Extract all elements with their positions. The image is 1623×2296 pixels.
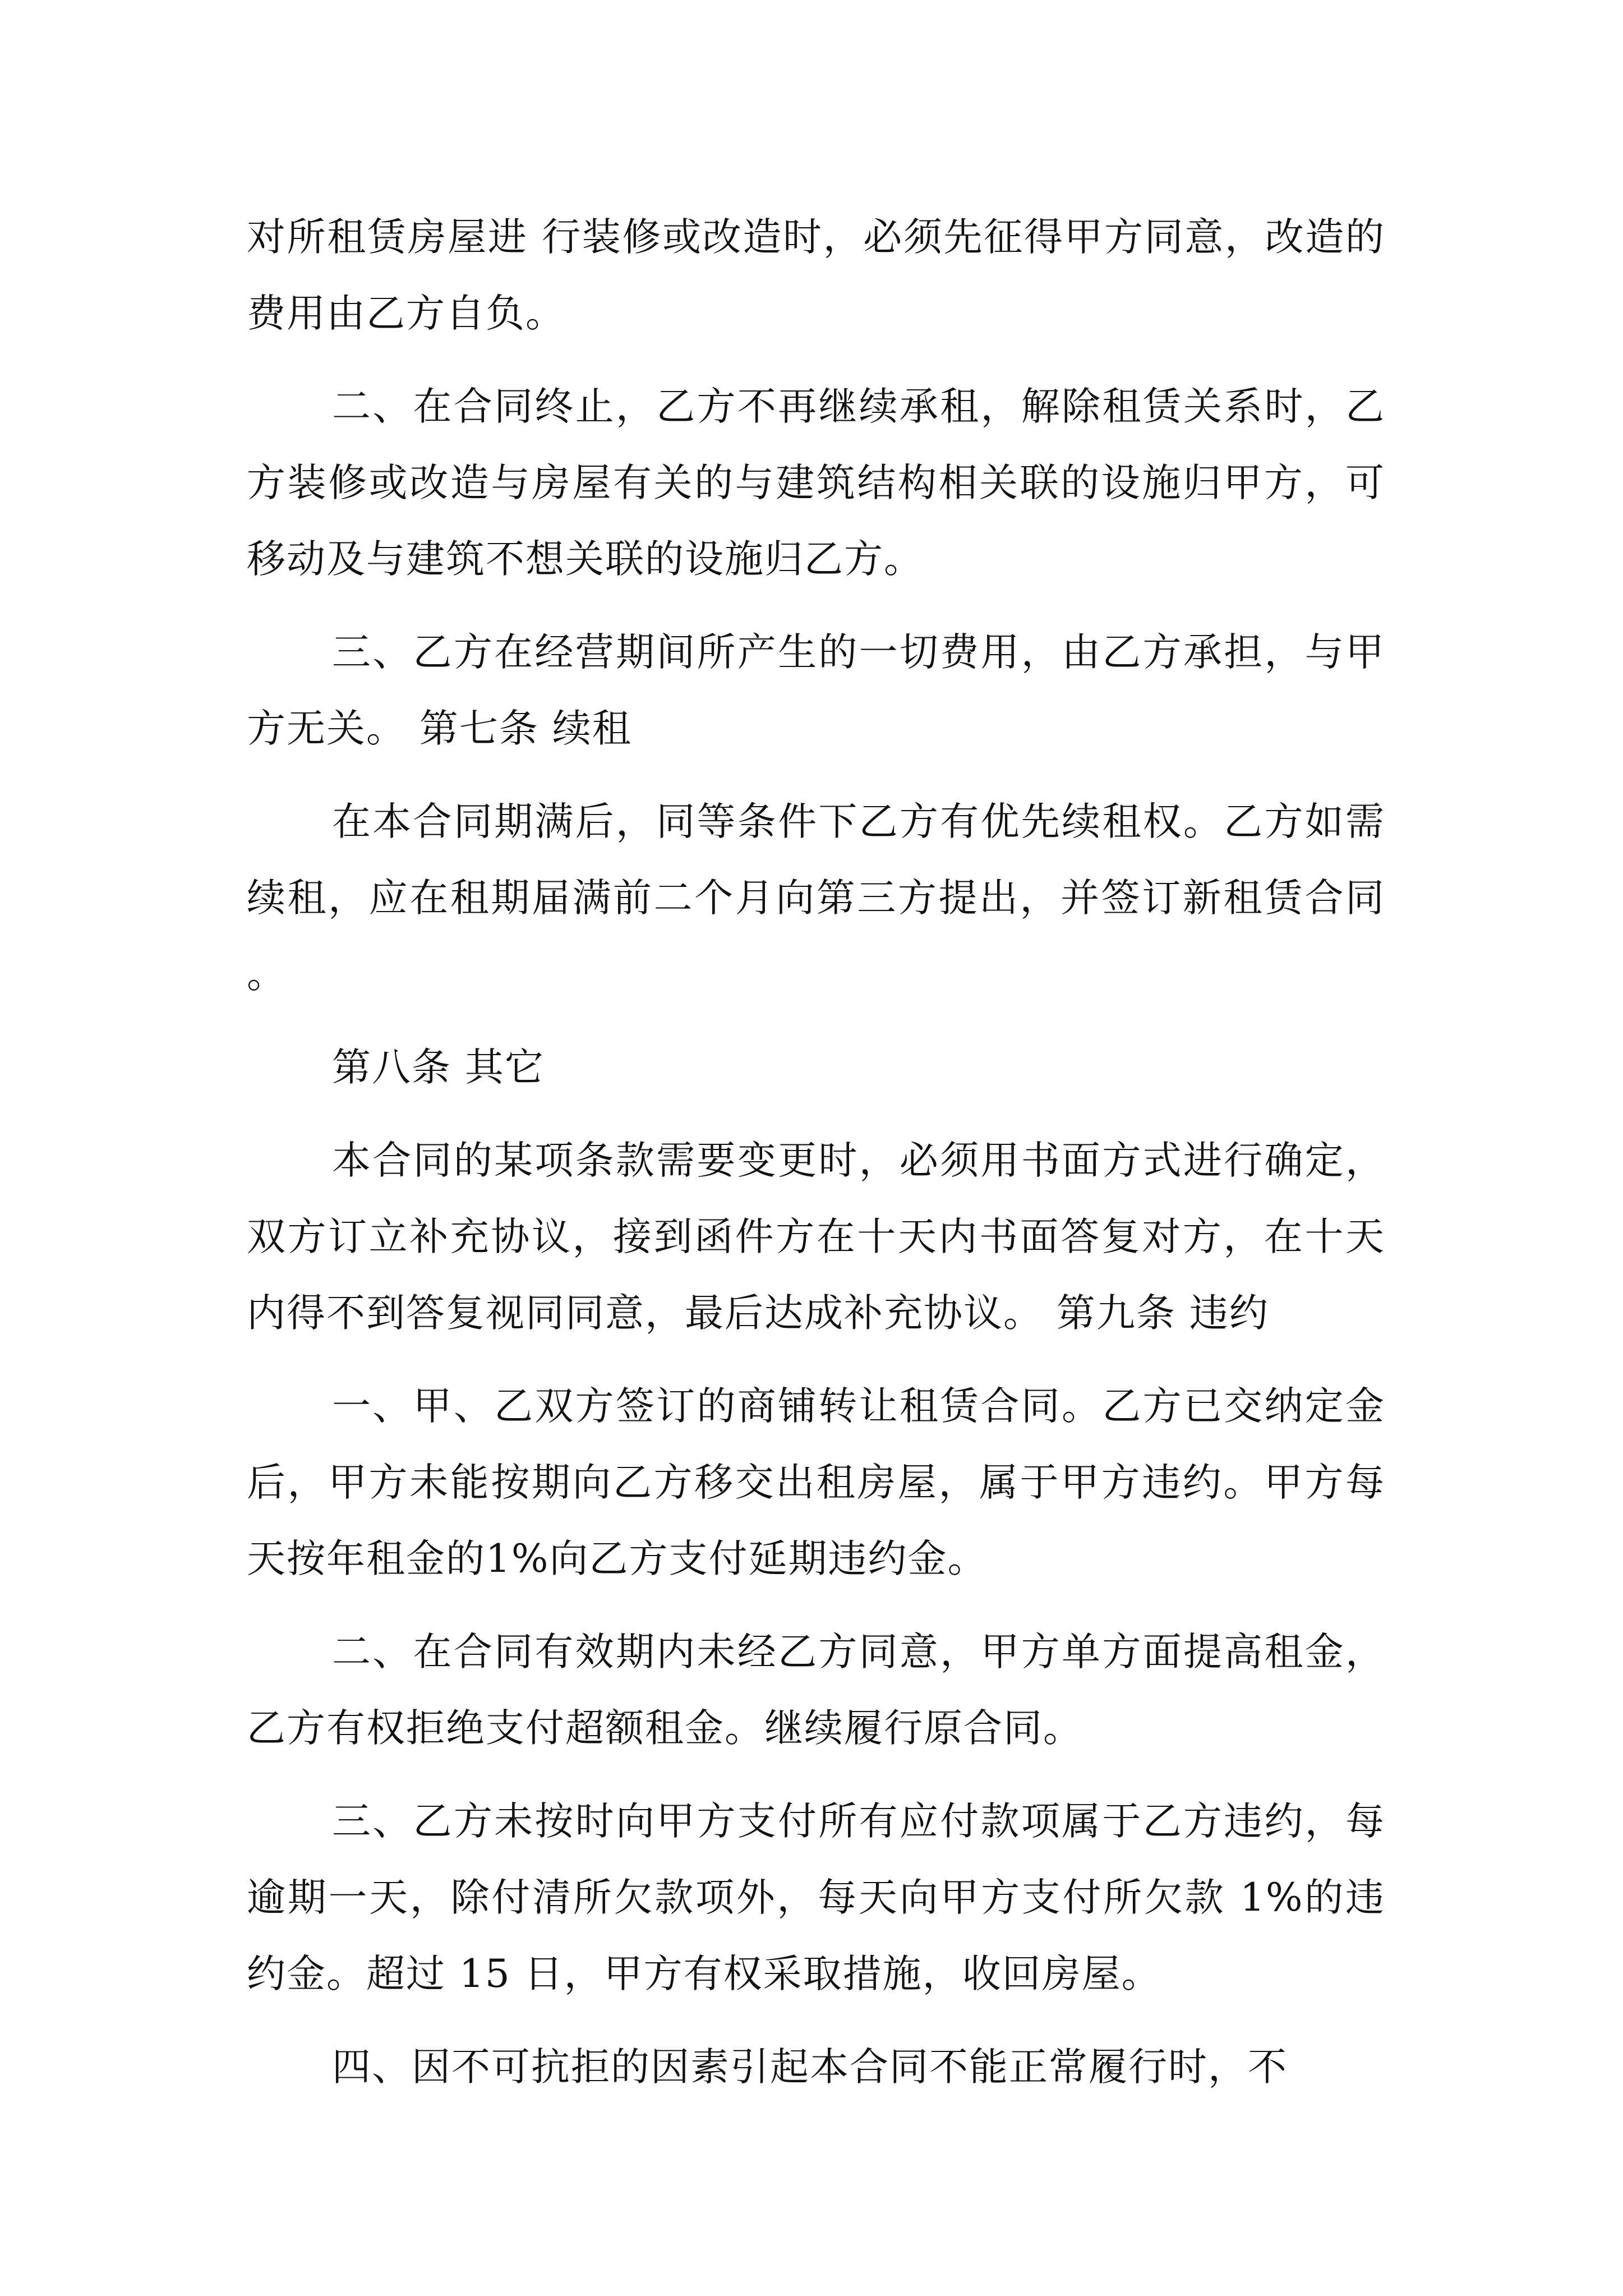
paragraph-renewal: 在本合同期满后，同等条件下乙方有优先续租权。乙方如需续租，应在租期届满前二个月向第三方提出，并签订新租赁合同。 (247, 799, 1385, 997)
paragraph-termination-fixtures: 二、在合同终止，乙方不再继续承租，解除租赁关系时，乙方装修或改造与房屋有关的与建筑结构相关联的设施归甲方，可移动及与建筑不想关联的设施归乙方。 (247, 384, 1385, 582)
document-body (247, 199, 1385, 2122)
paragraph-renovation-consent: 对所租赁房屋进 行装修或改造时，必须先征得甲方同意，改造的费用由乙方自负。 (247, 215, 1385, 336)
paragraph-operating-costs: 三、乙方在经营期间所产生的一切费用，由乙方承担，与甲方无关。 第七条 续租 (247, 630, 1385, 751)
paragraph-breach-late-payment: 三、乙方未按时向甲方支付所有应付款项属于乙方违约，每逾期一天，除付清所欠款项外，每天向甲方支付所欠款 1%的违约金。超过 15 日，甲方有权采取措施，收回房屋。 (247, 1799, 1385, 1996)
paragraph-breach-delivery: 一、甲、乙双方签订的商铺转让租赁合同。乙方已交纳定金后，甲方未能按期向乙方移交出租房屋，属于甲方违约。甲方每天按年租金的1%向乙方支付延期违约金。 (247, 1384, 1385, 1581)
paragraph-amendments: 本合同的某项条款需要变更时，必须用书面方式进行确定，双方订立补充协议，接到函件方在十天内书面答复对方，在十天内得不到答复视同同意，最后达成补充协议。 第九条 违约 (247, 1138, 1385, 1336)
heading-article-eight: 第八条 其它 (332, 1045, 545, 1090)
paragraph-force-majeure: 四、因不可抗拒的因素引起本合同不能正常履行时，不 (332, 2045, 1288, 2090)
paragraph-breach-rent-increase: 二、在合同有效期内未经乙方同意，甲方单方面提高租金，乙方有权拒绝支付超额租金。继续履行原合同。 (247, 1630, 1385, 1751)
